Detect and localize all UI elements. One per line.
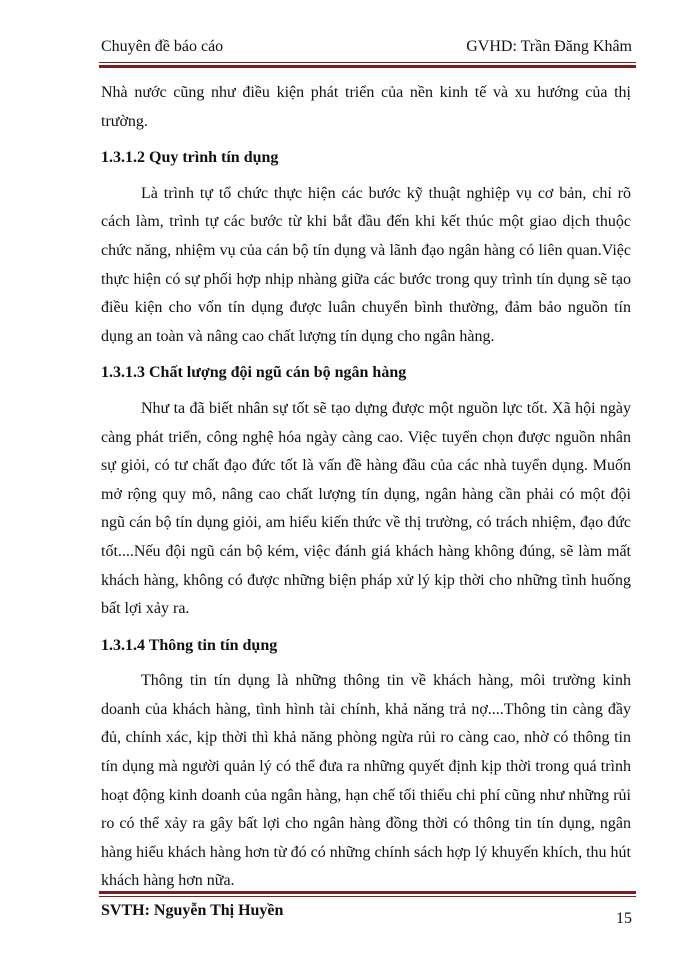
paragraph-credit-process: Là trình tự tổ chức thực hiện các bước kỹ thuật nghiệp vụ cơ bản, chỉ rõ cách làm, trình tự các bước từ khi bắt đầu đến khi kết thúc một giao dịch thuộc chức năng, nhiệm vụ của cán bộ tín dụng và lãnh đạo ngân hàng có liên quan.Việc thực hiện có sự phối hợp nhịp nhàng giữa các bước trong quy trình tín dụng sẽ tạo điều kiện cho vốn tín dụng được luân chuyển bình thường, đảm bảo nguồn tín dụng an toàn và nâng cao chất lượng tín dụng cho ngân hàng. [101,184,631,345]
paragraph-credit-information: Thông tin tín dụng là những thông tin về khách hàng, môi trường kinh doanh của khách hàng, tình hình tài chính, khả năng trả nợ....Thông tin càng đầy đủ, chính xác, kịp thời thì khả năng phòng ngừa rủi ro càng cao, nhờ có thông tin tín dụng mà người quản lý có thể đưa ra những quyết định kịp thời trong quá trình hoạt động kinh doanh của ngân hàng, hạn chế tối thiểu chi phí cũng như những rủi ro có thể xảy ra gây bất lợi cho ngân hàng đồng thời có thông tin tín dụng, ngân hàng hiểu khách hàng hơn từ đó có những chính sách hợp lý khuyến khích, thu hút khách hàng hơn nữa. [101,672,631,890]
header-rule-thin [99,62,636,63]
paragraph-staff-quality: Như ta đã biết nhân sự tốt sẽ tạo dựng được một nguồn lực tốt. Xã hội ngày càng phát triển, công nghệ hóa ngày càng cao. Việc tuyển chọn được nguồn nhân sự giỏi, có tư chất đạo đức tốt là vấn đề hàng đầu của các nhà tuyển dụng. Muốn mở rộng quy mô, nâng cao chất lượng tín dụng, ngân hàng cần phải có một đội ngũ cán bộ tín dụng giỏi, am hiểu kiến thức về thị trường, có trách nhiệm, đạo đức tốt....Nếu đội ngũ cán bộ kém, việc đánh giá khách hàng không đúng, sẽ làm mất khách hàng, không có được những biện pháp xử lý kịp thời cho những tình huống bất lợi xảy ra. [101,399,631,618]
student-name: SVTH: Nguyễn Thị Huyền [101,902,284,919]
page-header [101,38,632,62]
report-title: Chuyên đề báo cáo [101,38,224,55]
page-number: 15 [616,910,632,927]
section-heading-1-3-1-3: 1.3.1.3 Chất lượng đội ngũ cán bộ ngân hàng [101,364,407,382]
section-heading-1-3-1-4: 1.3.1.4 Thông tin tín dụng [101,636,278,654]
page-body [101,79,631,896]
footer-rule-thin [99,896,636,897]
supervisor: GVHD: Trần Đăng Khâm [466,38,632,55]
paragraph-continuation: Nhà nước cũng như điều kiện phát triển của nền kinh tế và xu hướng của thị trường. [101,84,631,130]
header-rule-thick [99,65,636,68]
footer-rule-thick [99,891,636,894]
section-heading-1-3-1-2: 1.3.1.2 Quy trình tín dụng [101,149,279,167]
